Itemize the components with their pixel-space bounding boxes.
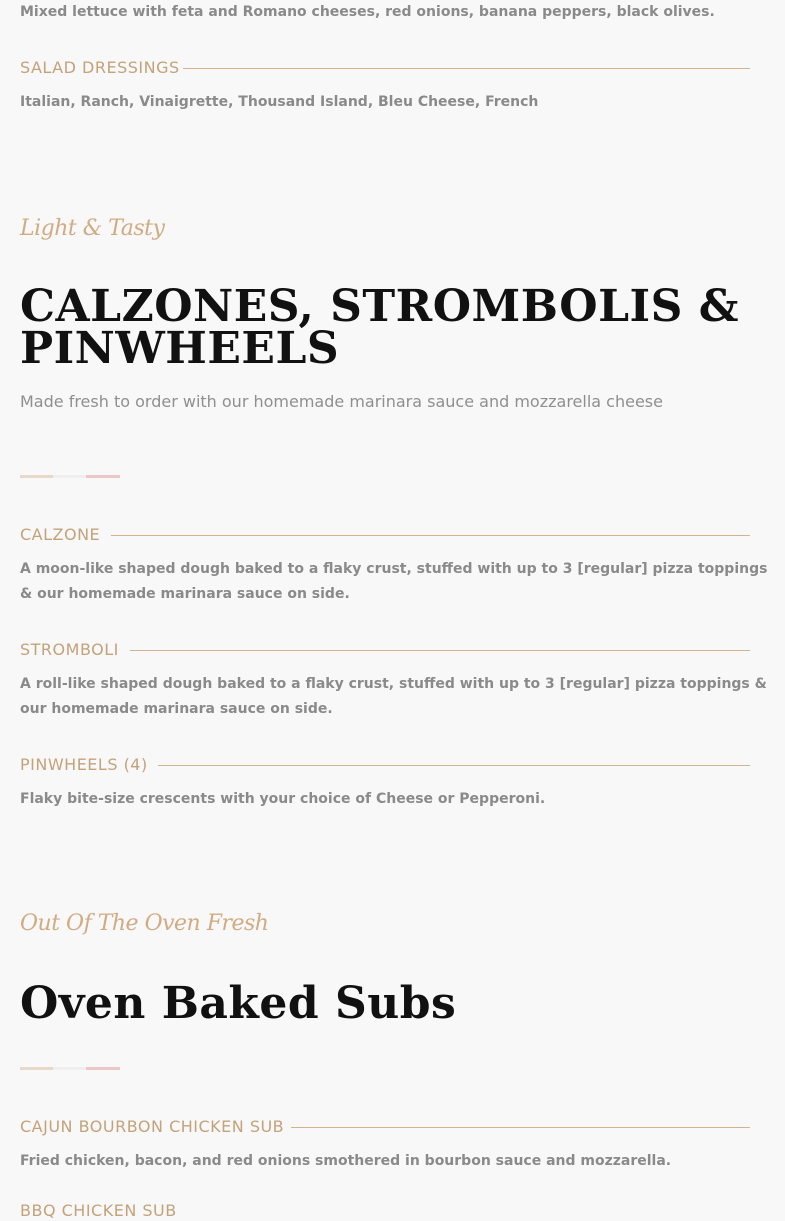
item-title-calzone: CALZONE [20, 525, 101, 544]
section-tagline: Light & Tasty [20, 216, 165, 241]
item-title-rule [130, 650, 750, 651]
section-subtext: Made fresh to order with our homemade marinara sauce and mozzarella cheese [20, 392, 663, 411]
item-title-stromboli: STROMBOLI [20, 640, 119, 659]
item-title-rule [291, 1127, 750, 1128]
section-divider [20, 475, 120, 478]
item-description: Flaky bite-size crescents with your choice of Cheese or Pepperoni. [20, 791, 546, 807]
section-heading: CALZONES, STROMBOLIS & PINWHEELS [20, 281, 739, 374]
item-title-rule [111, 535, 750, 536]
section-heading: Oven Baked Subs [20, 978, 457, 1029]
item-title-pinwheels: PINWHEELS (4) [20, 755, 148, 774]
item-title-rule [183, 68, 750, 69]
item-description: Fried chicken, bacon, and red onions smothered in bourbon sauce and mozzarella. [20, 1153, 672, 1169]
item-title-rule [158, 765, 750, 766]
item-title-bbq-chicken-sub: BBQ CHICKEN SUB [20, 1201, 177, 1220]
item-description: A roll-like shaped dough baked to a flaky crust, stuffed with up to 3 [regular] pizza toppings & our homemade marinara sauce on side. [20, 676, 767, 717]
item-title-salad-dressings: SALAD DRESSINGS [20, 58, 180, 77]
item-description: Italian, Ranch, Vinaigrette, Thousand Island, Bleu Cheese, French [20, 94, 539, 110]
item-description: Mixed lettuce with feta and Romano cheeses, red onions, banana peppers, black olives. [20, 4, 715, 20]
item-title-cajun-bourbon-chicken-sub: CAJUN BOURBON CHICKEN SUB [20, 1117, 285, 1136]
section-tagline: Out Of The Oven Fresh [20, 911, 269, 936]
section-divider [20, 1067, 120, 1070]
item-description: A moon-like shaped dough baked to a flaky crust, stuffed with up to 3 [regular] pizza toppings & our homemade marinara sauce on side. [20, 561, 768, 602]
